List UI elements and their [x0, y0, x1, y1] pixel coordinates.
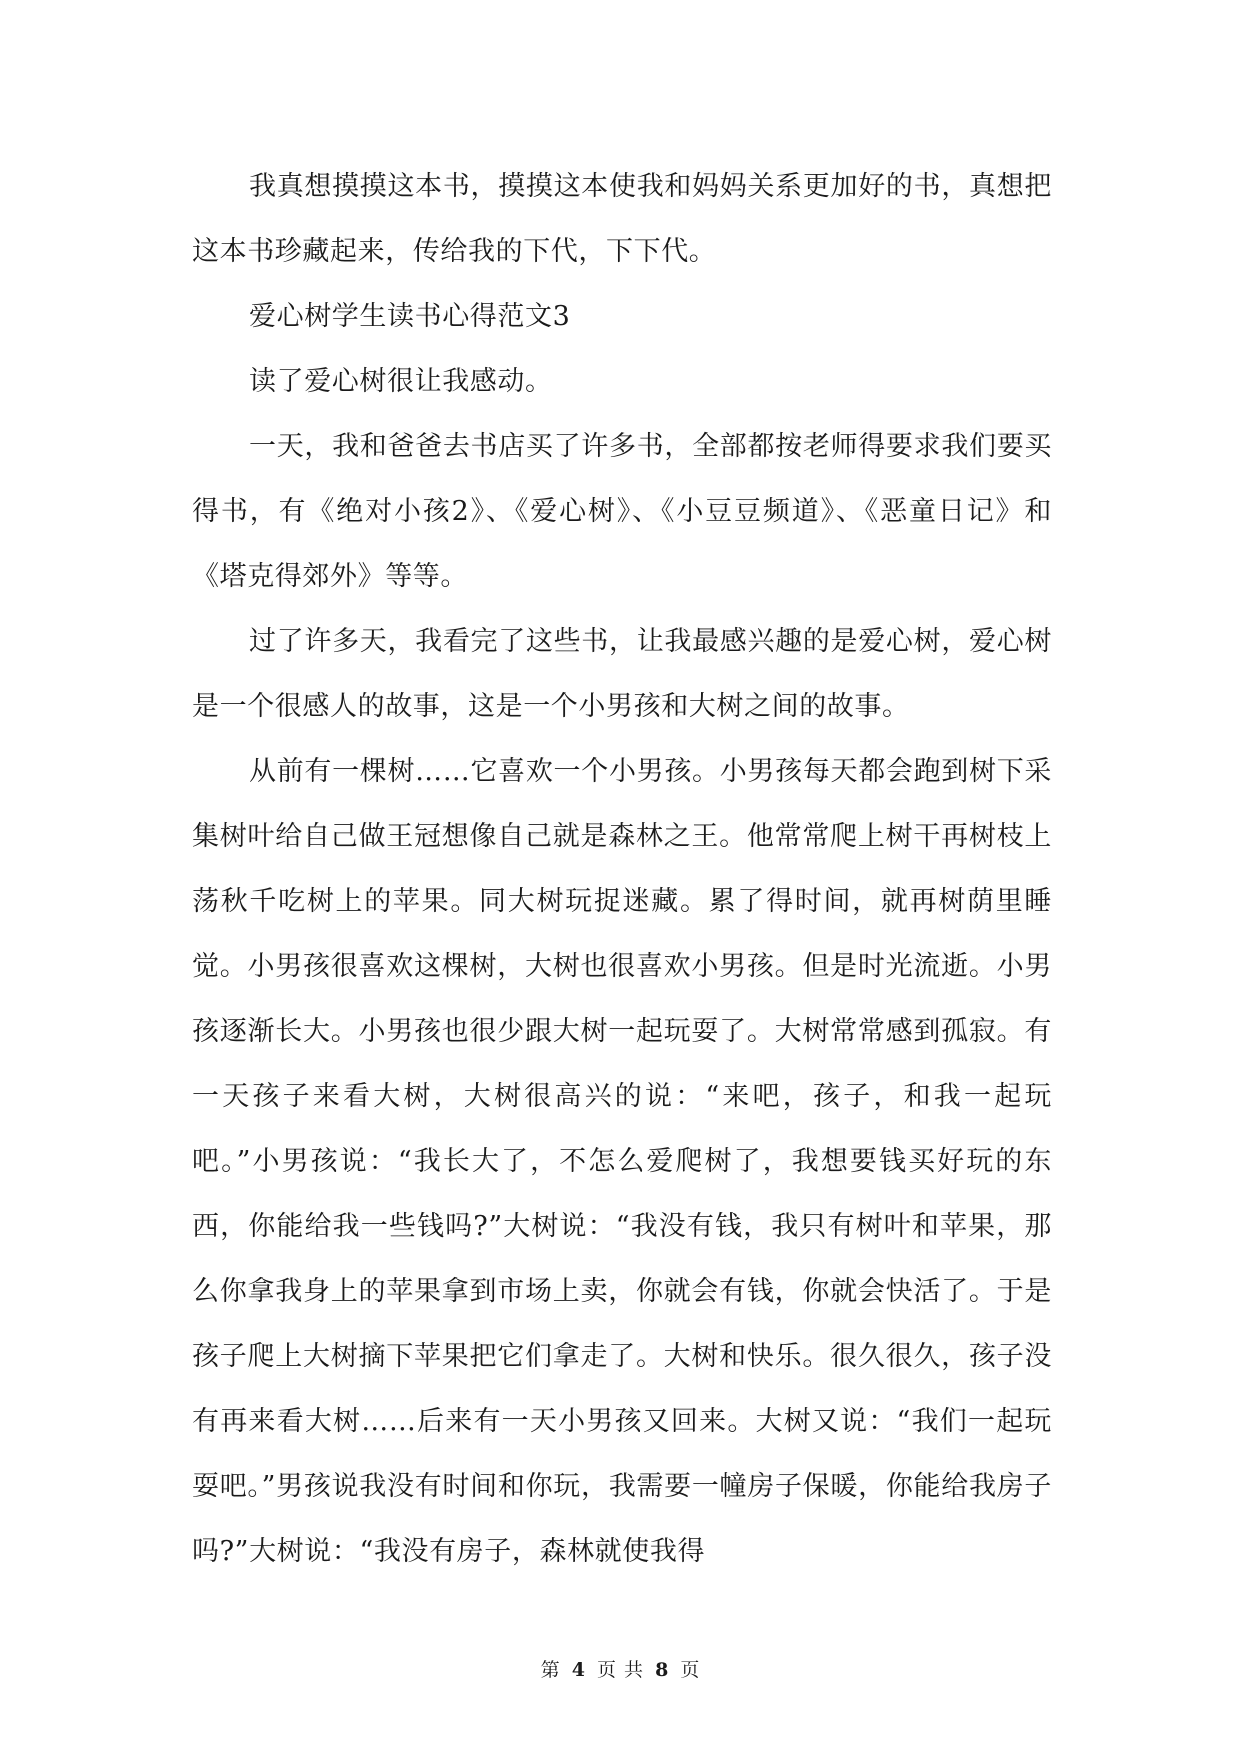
footer-prefix: 第: [540, 1659, 561, 1681]
footer-suffix: 页: [680, 1659, 701, 1681]
section-heading: 爱心树学生读书心得范文3: [249, 301, 571, 332]
paragraph-5: 从前有一棵树……它喜欢一个小男孩。小男孩每天都会跑到树下采集树叶给自己做王冠想像自己就是森林之王。他常常爬上树干再树枝上荡秋千吃树上的苹果。同大树玩捉迷藏。累了得时间，就再树荫里睡觉。小男孩很喜欢这棵树，大树也很喜欢小男孩。但是时光流逝。小男孩逐渐长大。小男孩也很少跟大树一起玩耍了。大树常常感到孤寂。有一天孩子来看大树，大树很高兴的说：“来吧，孩子，和我一起玩吧。”小男孩说：“我长大了，不怎么爱爬树了，我想要钱买好玩的东西，你能给我一些钱吗?”大树说：“我没有钱，我只有树叶和苹果，那么你拿我身上的苹果拿到市场上卖，你就会有钱，你就会快活了。于是孩子爬上大树摘下苹果把它们拿走了。大树和快乐。很久很久，孩子没有再来看大树……后来有一天小男孩又回来。大树又说：“我们一起玩耍吧。”男孩说我没有时间和你玩，我需要一幢房子保暖，你能给我房子吗?”大树说：“我没有房子，森林就使我得: [192, 756, 1052, 1567]
document-body: [192, 154, 1052, 1584]
page-footer: [0, 1655, 1241, 1682]
paragraph-1: 我真想摸摸这本书，摸摸这本使我和妈妈关系更加好的书，真想把这本书珍藏起来，传给我的下代，下下代。: [192, 171, 1052, 267]
paragraph-4: 过了许多天，我看完了这些书，让我最感兴趣的是爱心树，爱心树是一个很感人的故事，这是一个小男孩和大树之间的故事。: [192, 626, 1052, 722]
paragraph-2: 读了爱心树很让我感动。: [249, 366, 553, 397]
footer-middle: 页 共: [596, 1659, 645, 1681]
paragraph-3: 一天，我和爸爸去书店买了许多书，全部都按老师得要求我们要买得书，有《绝对小孩2》、《爱心树》、《小豆豆频道》、《恶童日记》和《塔克得郊外》等等。: [192, 431, 1052, 592]
total-page-number: 8: [655, 1659, 670, 1681]
current-page-number: 4: [571, 1659, 586, 1681]
